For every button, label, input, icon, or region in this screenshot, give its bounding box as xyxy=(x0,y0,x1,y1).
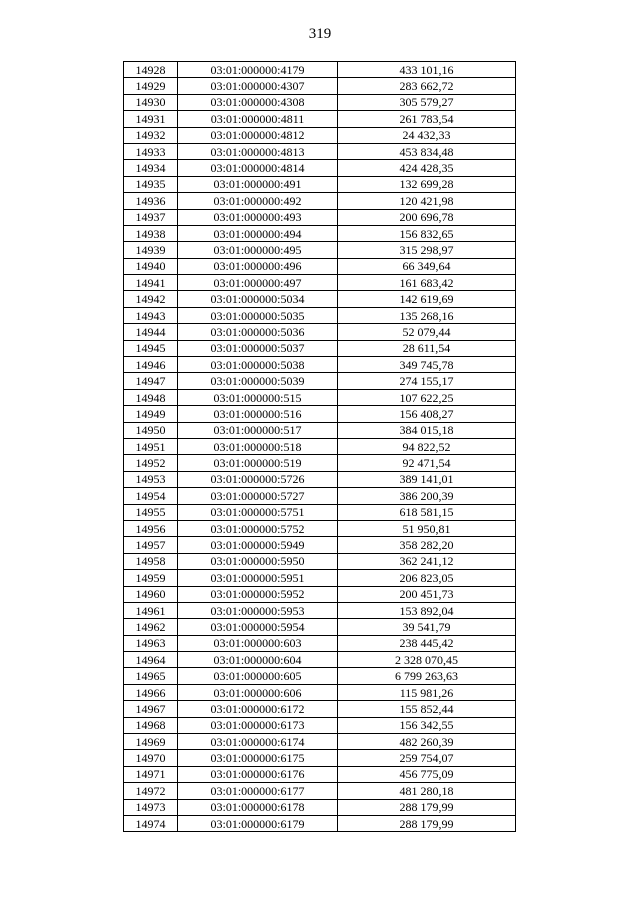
value-cell: 261 783,54 xyxy=(338,111,516,127)
table-row xyxy=(124,815,516,831)
table-row xyxy=(124,668,516,684)
page-number: 319 xyxy=(308,26,332,42)
value-cell: 362 241,12 xyxy=(338,553,516,569)
value-cell: 51 950,81 xyxy=(338,520,516,536)
row-number-cell: 14961 xyxy=(124,602,178,618)
cadastral-number-cell: 03:01:000000:494 xyxy=(178,225,338,241)
cadastral-number-cell: 03:01:000000:5038 xyxy=(178,357,338,373)
cadastral-number-cell: 03:01:000000:495 xyxy=(178,242,338,258)
cadastral-number-cell: 03:01:000000:5950 xyxy=(178,553,338,569)
cadastral-number-cell: 03:01:000000:5035 xyxy=(178,307,338,323)
row-number-cell: 14969 xyxy=(124,734,178,750)
cadastral-number-cell: 03:01:000000:4307 xyxy=(178,78,338,94)
table-row xyxy=(124,324,516,340)
cadastral-number-cell: 03:01:000000:491 xyxy=(178,176,338,192)
table-row xyxy=(124,340,516,356)
value-cell: 66 349,64 xyxy=(338,258,516,274)
row-number-cell: 14960 xyxy=(124,586,178,602)
value-cell: 456 775,09 xyxy=(338,766,516,782)
table-row xyxy=(124,406,516,422)
cadastral-number-cell: 03:01:000000:493 xyxy=(178,209,338,225)
value-cell: 283 662,72 xyxy=(338,78,516,94)
table-row xyxy=(124,750,516,766)
row-number-cell: 14945 xyxy=(124,340,178,356)
row-number-cell: 14937 xyxy=(124,209,178,225)
row-number-cell: 14966 xyxy=(124,684,178,700)
table-row xyxy=(124,652,516,668)
row-number-cell: 14954 xyxy=(124,488,178,504)
table-row xyxy=(124,242,516,258)
value-cell: 135 268,16 xyxy=(338,307,516,323)
table-row xyxy=(124,307,516,323)
row-number-cell: 14931 xyxy=(124,111,178,127)
table-row xyxy=(124,504,516,520)
cadastral-number-cell: 03:01:000000:4814 xyxy=(178,160,338,176)
value-cell: 305 579,27 xyxy=(338,94,516,110)
row-number-cell: 14949 xyxy=(124,406,178,422)
value-cell: 386 200,39 xyxy=(338,488,516,504)
table-row xyxy=(124,635,516,651)
value-cell: 288 179,99 xyxy=(338,815,516,831)
value-cell: 156 408,27 xyxy=(338,406,516,422)
cadastral-number-cell: 03:01:000000:5949 xyxy=(178,537,338,553)
table-row xyxy=(124,62,516,78)
cadastral-number-cell: 03:01:000000:496 xyxy=(178,258,338,274)
table-row xyxy=(124,176,516,192)
row-number-cell: 14967 xyxy=(124,701,178,717)
value-cell: 107 622,25 xyxy=(338,389,516,405)
row-number-cell: 14951 xyxy=(124,438,178,454)
cadastral-number-cell: 03:01:000000:515 xyxy=(178,389,338,405)
value-cell: 349 745,78 xyxy=(338,357,516,373)
cadastral-number-cell: 03:01:000000:604 xyxy=(178,652,338,668)
row-number-cell: 14947 xyxy=(124,373,178,389)
cadastral-number-cell: 03:01:000000:517 xyxy=(178,422,338,438)
table-row xyxy=(124,684,516,700)
row-number-cell: 14965 xyxy=(124,668,178,684)
cadastral-number-cell: 03:01:000000:5727 xyxy=(178,488,338,504)
table-row xyxy=(124,357,516,373)
value-cell: 424 428,35 xyxy=(338,160,516,176)
value-cell: 274 155,17 xyxy=(338,373,516,389)
table-row xyxy=(124,258,516,274)
cadastral-number-cell: 03:01:000000:5034 xyxy=(178,291,338,307)
cadastral-number-cell: 03:01:000000:5951 xyxy=(178,570,338,586)
cadastral-number-cell: 03:01:000000:4812 xyxy=(178,127,338,143)
value-cell: 200 451,73 xyxy=(338,586,516,602)
cadastral-number-cell: 03:01:000000:4813 xyxy=(178,143,338,159)
value-cell: 200 696,78 xyxy=(338,209,516,225)
row-number-cell: 14932 xyxy=(124,127,178,143)
row-number-cell: 14971 xyxy=(124,766,178,782)
value-cell: 115 981,26 xyxy=(338,684,516,700)
cadastral-number-cell: 03:01:000000:6174 xyxy=(178,734,338,750)
value-cell: 238 445,42 xyxy=(338,635,516,651)
cadastral-number-cell: 03:01:000000:516 xyxy=(178,406,338,422)
value-cell: 482 260,39 xyxy=(338,734,516,750)
table-row xyxy=(124,111,516,127)
value-cell: 453 834,48 xyxy=(338,143,516,159)
value-cell: 206 823,05 xyxy=(338,570,516,586)
table-row xyxy=(124,766,516,782)
row-number-cell: 14940 xyxy=(124,258,178,274)
value-cell: 618 581,15 xyxy=(338,504,516,520)
table-row xyxy=(124,734,516,750)
cadastral-number-cell: 03:01:000000:5953 xyxy=(178,602,338,618)
table-row xyxy=(124,389,516,405)
cadastral-number-cell: 03:01:000000:5039 xyxy=(178,373,338,389)
value-cell: 120 421,98 xyxy=(338,193,516,209)
cadastral-number-cell: 03:01:000000:6173 xyxy=(178,717,338,733)
value-cell: 384 015,18 xyxy=(338,422,516,438)
cadastral-number-cell: 03:01:000000:6179 xyxy=(178,815,338,831)
row-number-cell: 14970 xyxy=(124,750,178,766)
table-row xyxy=(124,570,516,586)
table-row xyxy=(124,619,516,635)
value-cell: 288 179,99 xyxy=(338,799,516,815)
row-number-cell: 14973 xyxy=(124,799,178,815)
table-row xyxy=(124,193,516,209)
row-number-cell: 14942 xyxy=(124,291,178,307)
value-cell: 132 699,28 xyxy=(338,176,516,192)
cadastral-number-cell: 03:01:000000:6175 xyxy=(178,750,338,766)
value-cell: 142 619,69 xyxy=(338,291,516,307)
cadastral-number-cell: 03:01:000000:4308 xyxy=(178,94,338,110)
row-number-cell: 14936 xyxy=(124,193,178,209)
value-cell: 153 892,04 xyxy=(338,602,516,618)
value-cell: 481 280,18 xyxy=(338,783,516,799)
table-body xyxy=(124,62,516,832)
cadastral-number-cell: 03:01:000000:492 xyxy=(178,193,338,209)
cadastral-table xyxy=(123,61,516,832)
cadastral-number-cell: 03:01:000000:5952 xyxy=(178,586,338,602)
value-cell: 315 298,97 xyxy=(338,242,516,258)
cadastral-number-cell: 03:01:000000:605 xyxy=(178,668,338,684)
table-row xyxy=(124,291,516,307)
row-number-cell: 14928 xyxy=(124,62,178,78)
row-number-cell: 14968 xyxy=(124,717,178,733)
cadastral-number-cell: 03:01:000000:5751 xyxy=(178,504,338,520)
cadastral-number-cell: 03:01:000000:5036 xyxy=(178,324,338,340)
row-number-cell: 14929 xyxy=(124,78,178,94)
table-row xyxy=(124,520,516,536)
cadastral-number-cell: 03:01:000000:4179 xyxy=(178,62,338,78)
row-number-cell: 14939 xyxy=(124,242,178,258)
row-number-cell: 14930 xyxy=(124,94,178,110)
table-row xyxy=(124,160,516,176)
cadastral-number-cell: 03:01:000000:5752 xyxy=(178,520,338,536)
cadastral-number-cell: 03:01:000000:5954 xyxy=(178,619,338,635)
table-row xyxy=(124,488,516,504)
value-cell: 2 328 070,45 xyxy=(338,652,516,668)
row-number-cell: 14946 xyxy=(124,357,178,373)
table-row xyxy=(124,602,516,618)
cadastral-number-cell: 03:01:000000:6176 xyxy=(178,766,338,782)
row-number-cell: 14958 xyxy=(124,553,178,569)
value-cell: 6 799 263,63 xyxy=(338,668,516,684)
row-number-cell: 14964 xyxy=(124,652,178,668)
row-number-cell: 14974 xyxy=(124,815,178,831)
cadastral-number-cell: 03:01:000000:603 xyxy=(178,635,338,651)
table-row xyxy=(124,471,516,487)
row-number-cell: 14938 xyxy=(124,225,178,241)
cadastral-number-cell: 03:01:000000:6178 xyxy=(178,799,338,815)
row-number-cell: 14952 xyxy=(124,455,178,471)
row-number-cell: 14943 xyxy=(124,307,178,323)
cadastral-number-cell: 03:01:000000:4811 xyxy=(178,111,338,127)
row-number-cell: 14933 xyxy=(124,143,178,159)
value-cell: 161 683,42 xyxy=(338,275,516,291)
row-number-cell: 14948 xyxy=(124,389,178,405)
cadastral-number-cell: 03:01:000000:6177 xyxy=(178,783,338,799)
row-number-cell: 14953 xyxy=(124,471,178,487)
table-row xyxy=(124,143,516,159)
row-number-cell: 14956 xyxy=(124,520,178,536)
value-cell: 28 611,54 xyxy=(338,340,516,356)
table-row xyxy=(124,373,516,389)
table-row xyxy=(124,586,516,602)
value-cell: 389 141,01 xyxy=(338,471,516,487)
value-cell: 358 282,20 xyxy=(338,537,516,553)
table-row xyxy=(124,717,516,733)
row-number-cell: 14941 xyxy=(124,275,178,291)
table-row xyxy=(124,783,516,799)
row-number-cell: 14934 xyxy=(124,160,178,176)
value-cell: 155 852,44 xyxy=(338,701,516,717)
table-row xyxy=(124,799,516,815)
table-row xyxy=(124,537,516,553)
value-cell: 92 471,54 xyxy=(338,455,516,471)
table-row xyxy=(124,209,516,225)
value-cell: 39 541,79 xyxy=(338,619,516,635)
value-cell: 156 342,55 xyxy=(338,717,516,733)
table-row xyxy=(124,701,516,717)
row-number-cell: 14962 xyxy=(124,619,178,635)
cadastral-number-cell: 03:01:000000:606 xyxy=(178,684,338,700)
cadastral-number-cell: 03:01:000000:519 xyxy=(178,455,338,471)
row-number-cell: 14957 xyxy=(124,537,178,553)
table-row xyxy=(124,127,516,143)
cadastral-number-cell: 03:01:000000:5037 xyxy=(178,340,338,356)
row-number-cell: 14959 xyxy=(124,570,178,586)
table-row xyxy=(124,94,516,110)
value-cell: 433 101,16 xyxy=(338,62,516,78)
cadastral-number-cell: 03:01:000000:6172 xyxy=(178,701,338,717)
cadastral-number-cell: 03:01:000000:5726 xyxy=(178,471,338,487)
value-cell: 24 432,33 xyxy=(338,127,516,143)
row-number-cell: 14944 xyxy=(124,324,178,340)
table-row xyxy=(124,275,516,291)
row-number-cell: 14950 xyxy=(124,422,178,438)
table-row xyxy=(124,438,516,454)
row-number-cell: 14935 xyxy=(124,176,178,192)
value-cell: 94 822,52 xyxy=(338,438,516,454)
table-row xyxy=(124,553,516,569)
row-number-cell: 14963 xyxy=(124,635,178,651)
value-cell: 52 079,44 xyxy=(338,324,516,340)
value-cell: 259 754,07 xyxy=(338,750,516,766)
row-number-cell: 14972 xyxy=(124,783,178,799)
table-row xyxy=(124,78,516,94)
table-row xyxy=(124,422,516,438)
table-row xyxy=(124,455,516,471)
cadastral-number-cell: 03:01:000000:518 xyxy=(178,438,338,454)
cadastral-number-cell: 03:01:000000:497 xyxy=(178,275,338,291)
table-row xyxy=(124,225,516,241)
row-number-cell: 14955 xyxy=(124,504,178,520)
value-cell: 156 832,65 xyxy=(338,225,516,241)
